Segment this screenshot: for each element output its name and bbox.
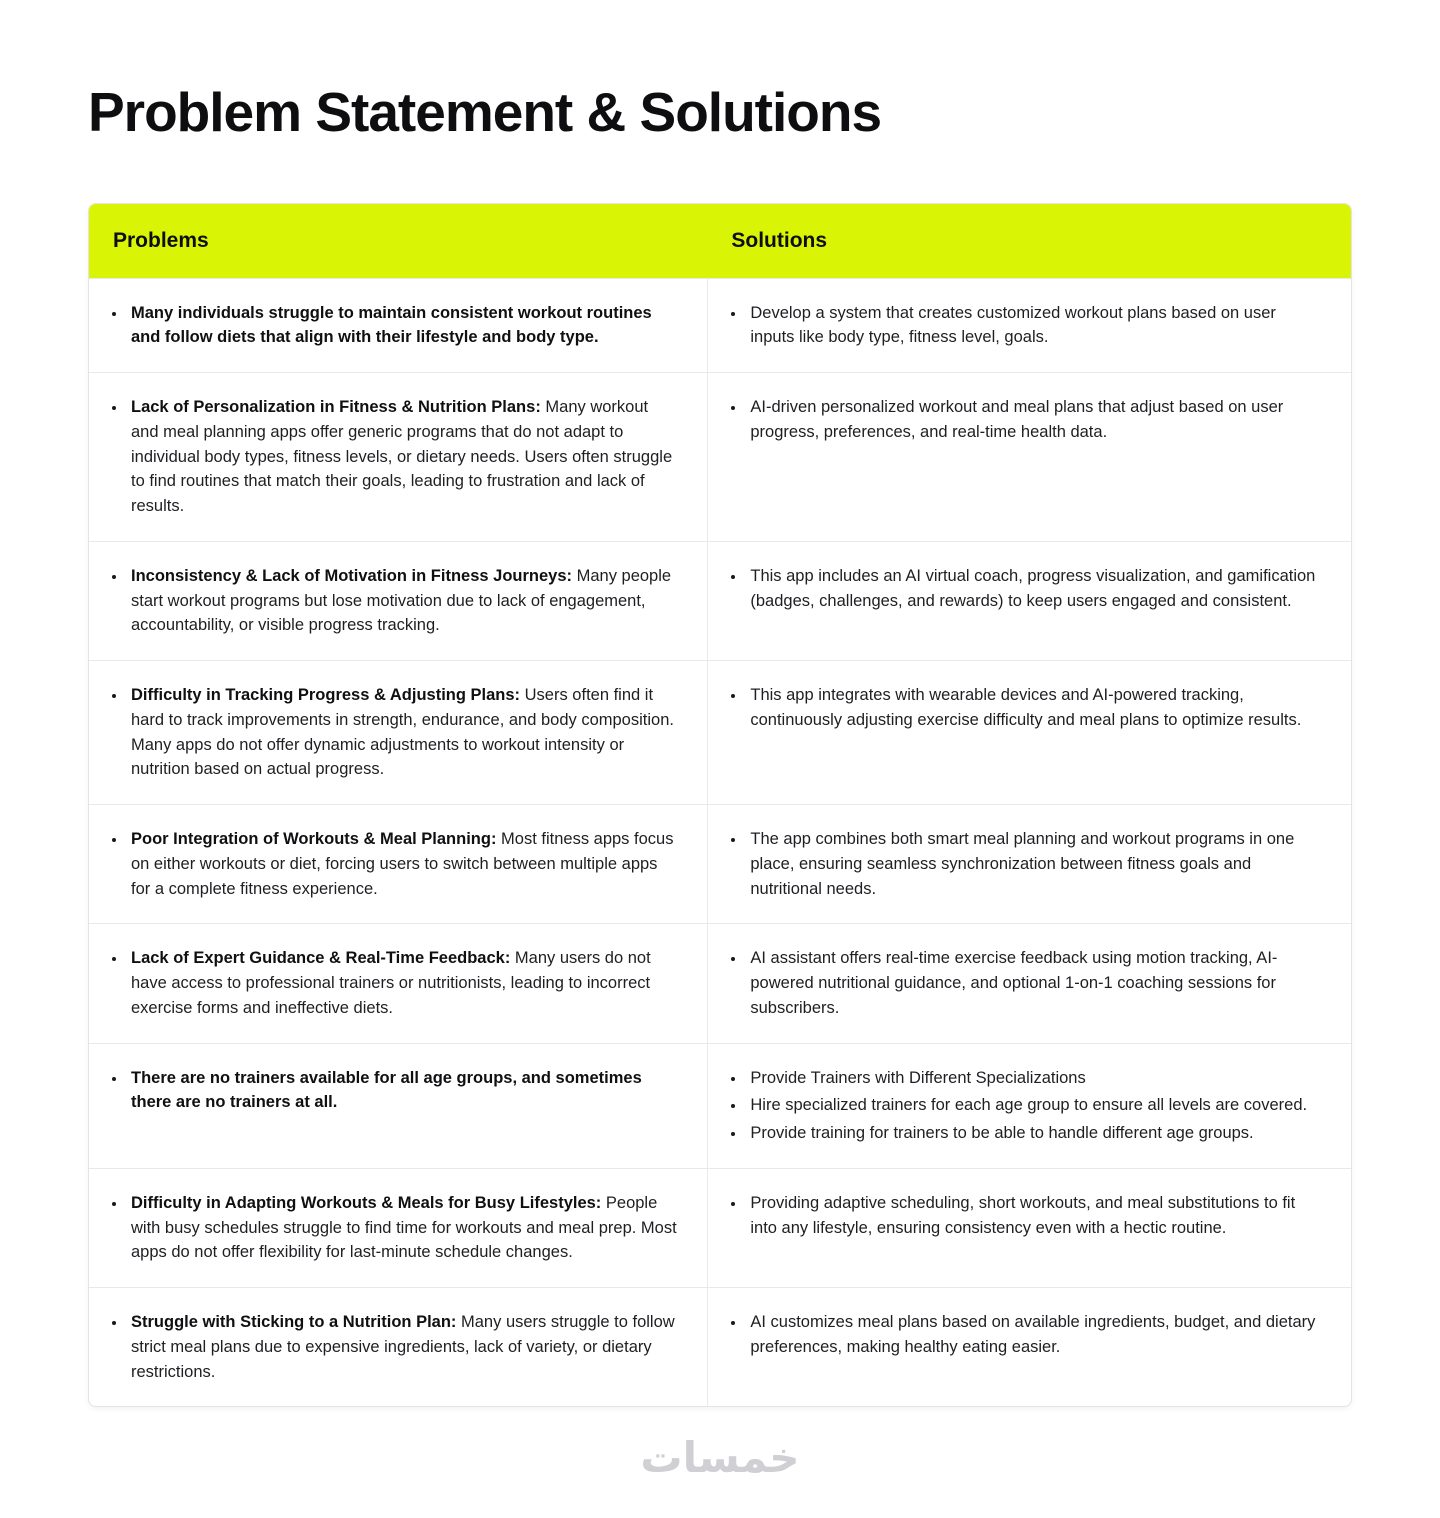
solution-cell (707, 279, 1351, 373)
problem-regular-text: People with busy schedules struggle to find time for workouts and meal prep. Most apps do not offer flexibility for last-minute schedule changes. (131, 1193, 677, 1262)
solution-item: • Hire specialized trainers for each age group to ensure all levels are covered. (746, 1093, 1321, 1118)
problem-bold-text: Struggle with Sticking to a Nutrition Plan: (131, 1313, 457, 1331)
problem-cell (89, 805, 707, 923)
problem-regular-text: Many people start workout programs but lose motivation due to lack of engagement, accountability, or visible progress tracking. (131, 566, 672, 635)
table-row (89, 660, 1351, 804)
problem-item (127, 683, 677, 782)
solution-cell (707, 542, 1351, 660)
problem-bullet-list (103, 683, 677, 782)
problem-bullet-list (103, 395, 677, 519)
problem-bullet-list (103, 1310, 677, 1384)
problem-cell (89, 1288, 707, 1406)
problem-item (127, 827, 677, 901)
problem-bold-text: Difficulty in Tracking Progress & Adjusting Plans: (131, 686, 521, 704)
solution-cell (707, 373, 1351, 541)
solution-cell (707, 805, 1351, 923)
solution-cell (707, 661, 1351, 804)
problem-bullet-list (103, 301, 677, 351)
problem-bold-text: Many individuals struggle to maintain consistent workout routines and follow diets that align with their lifestyle and body type. (131, 303, 652, 347)
table-row (89, 923, 1351, 1042)
header-cell-solutions: Solutions (731, 228, 828, 252)
problem-regular-text: Many workout and meal planning apps offer generic programs that do not adapt to individual body types, fitness levels, or dietary needs. Users often struggle to find routines that match their goals, leading to frustration and lack of results. (131, 398, 673, 515)
solution-cell (707, 924, 1351, 1042)
solution-bullet-list (722, 301, 1321, 351)
problem-item (127, 946, 677, 1020)
table-row (89, 1168, 1351, 1287)
solution-bullet-list (722, 946, 1321, 1020)
problem-item (127, 1310, 677, 1384)
problem-regular-text: Users often find it hard to track improvements in strength, endurance, and body composition. Many apps do not offer dynamic adjustments to workout intensity or nutrition based on actual progress. (131, 686, 674, 779)
watermark-text: خمسات (640, 1434, 800, 1482)
solution-cell (707, 1288, 1351, 1406)
table-row (89, 1043, 1351, 1168)
problem-bold-text: Lack of Personalization in Fitness & Nutrition Plans: (131, 398, 541, 416)
problem-cell (89, 279, 707, 373)
solution-item: • Providing adaptive scheduling, short workouts, and meal substitutions to fit into any lifestyle, ensuring consistency even with a hectic routine. (746, 1191, 1321, 1241)
problem-bold-text: Poor Integration of Workouts & Meal Planning: (131, 830, 497, 848)
problem-cell (89, 1169, 707, 1287)
table-row (89, 372, 1351, 541)
solution-cell (707, 1169, 1351, 1287)
solution-bullet-list (722, 827, 1321, 901)
problem-bold-text: Difficulty in Adapting Workouts & Meals for Busy Lifestyles: (131, 1193, 602, 1212)
solution-bullet-list (722, 395, 1321, 445)
problem-bullet-list (103, 564, 677, 638)
header-cell-problems: Problems (113, 228, 209, 252)
solution-bullet-list (722, 1066, 1321, 1146)
solution-item: • AI assistant offers real-time exercise feedback using motion tracking, AI-powered nutritional guidance, and optional 1-on-1 coaching sessions for subscribers. (746, 946, 1321, 1020)
problem-cell (89, 661, 707, 804)
table-header-row (89, 204, 1351, 278)
solution-item: • This app integrates with wearable devices and AI-powered tracking, continuously adjusting exercise difficulty and meal plans to optimize results. (746, 683, 1321, 733)
problem-bullet-list (103, 1191, 677, 1265)
table-row (89, 804, 1351, 923)
problem-item (127, 1191, 677, 1265)
solution-bullet-list (722, 1191, 1321, 1241)
problem-regular-text: Many users struggle to follow strict meal plans due to expensive ingredients, lack of variety, or dietary restrictions. (131, 1313, 675, 1381)
problem-item (127, 395, 677, 519)
problem-bullet-list (103, 946, 677, 1020)
problem-item (127, 301, 677, 351)
page-title: Problem Statement & Solutions (88, 81, 882, 143)
problem-regular-text: Most fitness apps focus on either workouts or diet, forcing users to switch between multiple apps for a complete fitness experience. (131, 830, 674, 898)
solution-item: • The app combines both smart meal planning and workout programs in one place, ensuring seamless synchronization between fitness goals and nutritional needs. (746, 827, 1321, 901)
table-row (89, 278, 1351, 373)
table-row (89, 541, 1351, 660)
problem-cell (89, 1044, 707, 1168)
table-row (89, 1287, 1351, 1406)
problems-solutions-table (88, 203, 1352, 1408)
solution-bullet-list (722, 683, 1321, 733)
solution-item: • AI-driven personalized workout and meal plans that adjust based on user progress, preferences, and real-time health data. (746, 395, 1321, 445)
problem-cell (89, 542, 707, 660)
solution-item: • AI customizes meal plans based on available ingredients, budget, and dietary preferences, making healthy eating easier. (746, 1310, 1321, 1360)
problem-bold-text: There are no trainers available for all age groups, and sometimes there are no trainers at all. (131, 1068, 642, 1112)
solution-item: • This app includes an AI virtual coach, progress visualization, and gamification (badges, challenges, and rewards) to keep users engaged and consistent. (746, 564, 1321, 614)
solution-item: • Provide training for trainers to be able to handle different age groups. (746, 1121, 1321, 1146)
problem-regular-text: Many users do not have access to professional trainers or nutritionists, leading to incorrect exercise forms and ineffective diets. (131, 949, 651, 1017)
problem-bullet-list (103, 827, 677, 901)
problem-item (127, 1066, 677, 1116)
problem-bold-text: Lack of Expert Guidance & Real-Time Feedback: (131, 949, 511, 968)
solution-bullet-list (722, 564, 1321, 614)
problem-bold-text: Inconsistency & Lack of Motivation in Fitness Journeys: (131, 566, 573, 585)
solution-cell (707, 1044, 1351, 1168)
problem-cell (89, 373, 707, 541)
problem-bullet-list (103, 1066, 677, 1116)
problem-item (127, 564, 677, 638)
solution-item: • Provide Trainers with Different Specializations (746, 1066, 1321, 1091)
solution-item: • Develop a system that creates customized workout plans based on user inputs like body type, fitness level, goals. (746, 301, 1321, 351)
problem-cell (89, 924, 707, 1042)
solution-bullet-list (722, 1310, 1321, 1360)
